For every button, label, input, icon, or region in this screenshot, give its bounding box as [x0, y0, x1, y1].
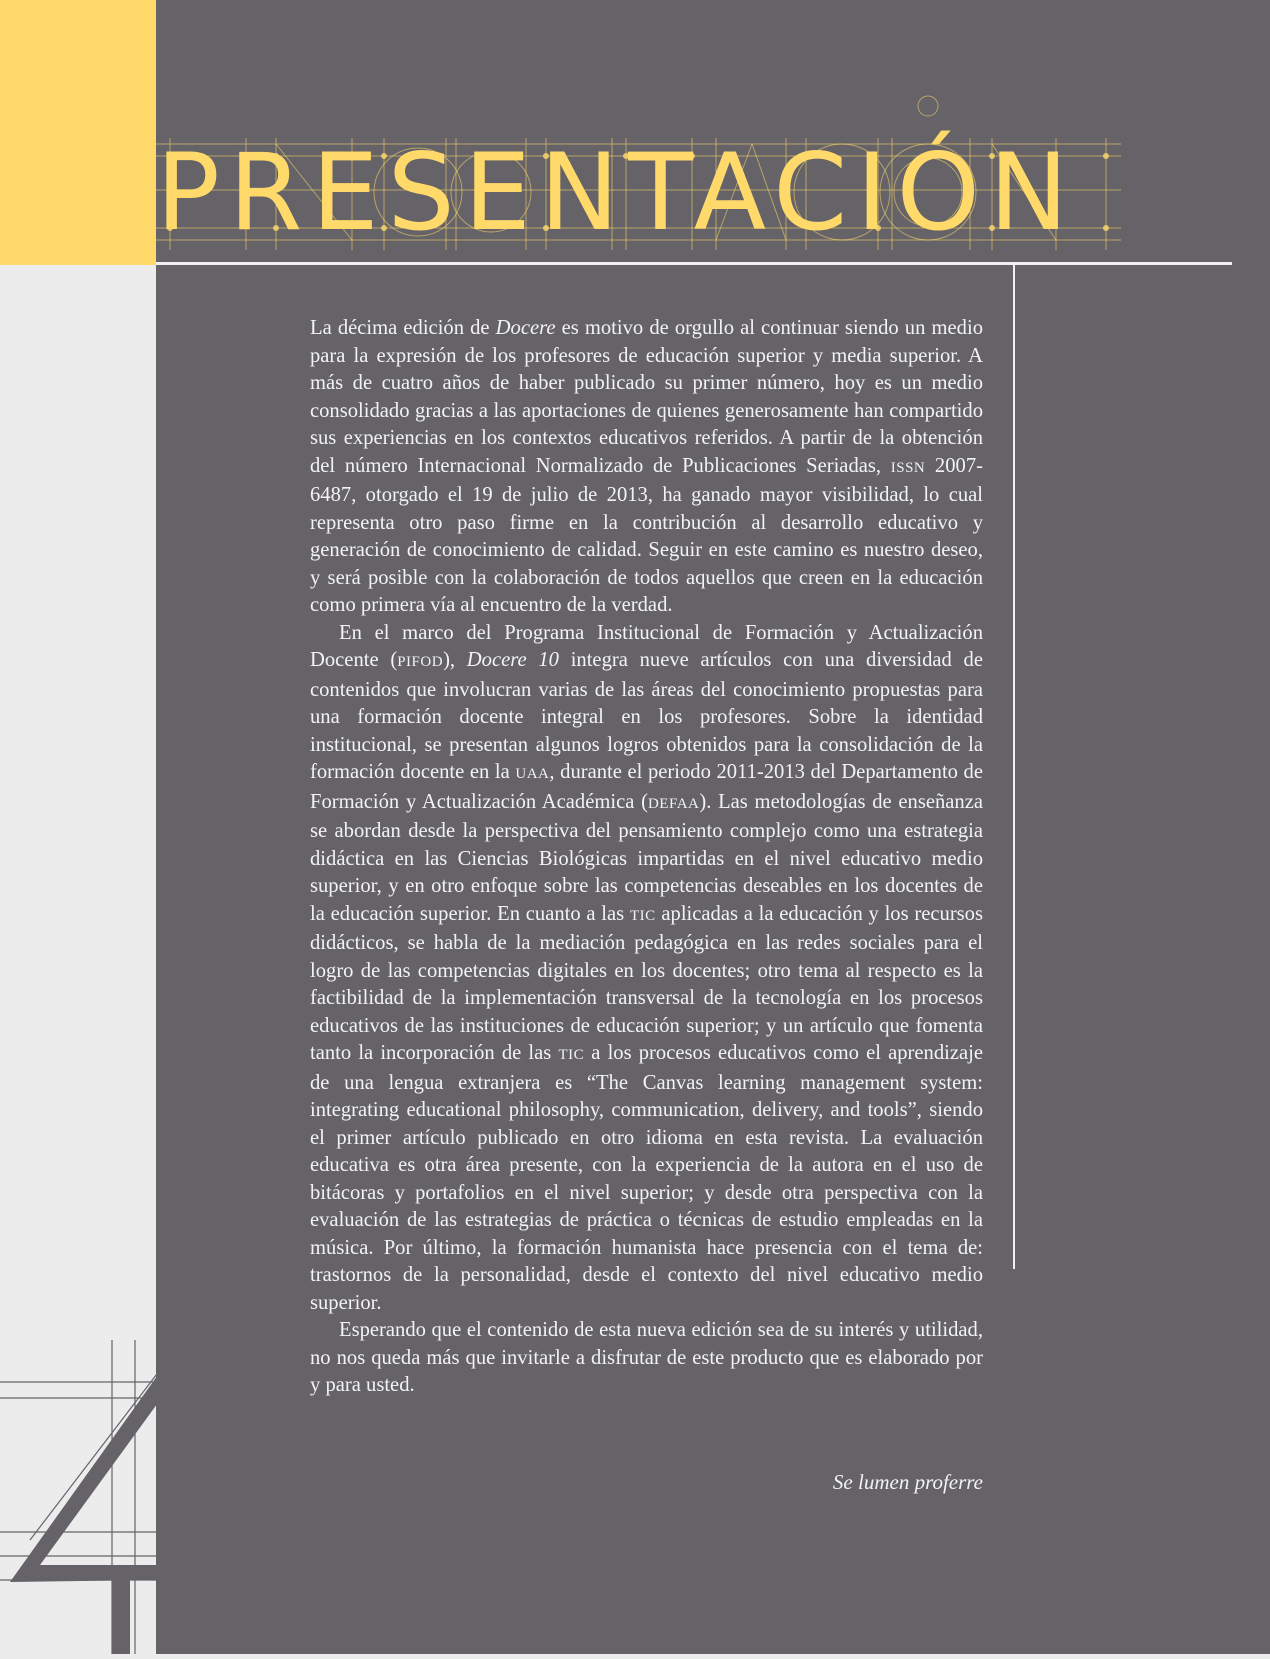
page-number-graphic: [0, 1330, 205, 1654]
paragraph-3: Esperando que el contenido de esta nueva edición sea de su interés y utilidad, no nos queda más que invitarle a disfrutar de este producto que es elaborado por y para usted.: [310, 1319, 983, 1396]
yellow-accent-block: [0, 0, 156, 265]
body-text: [310, 315, 983, 1400]
title-underline: [156, 262, 1232, 265]
closing-motto: Se lumen proferre: [832, 1470, 983, 1494]
page-number: [0, 1330, 205, 1654]
svg-text:4: 4: [200, 1522, 205, 1533]
paragraph-1: La décima edición de Docere es motivo de orgullo al continuar siendo un medio para la expresión de los profesores de educación superior y media superior. A más de cuatro años de haber publicado su primer número, hoy es un medio consolidado gracias a las aportaciones de quienes generosamente han compartido sus experiencias en los contextos educativos referidos. A partir de la obtención del número Internacional Normalizado de Publicaciones Seriadas, ISSN 2007-6487, otorgado el 19 de julio de 2013, ha ganado mayor visibilidad, lo cual representa otro paso firme en la contribución al desarrollo educativo y generación de conocimiento de calidad. Seguir en este camino es nuestro deseo, y será posible con la colaboración de todos aquellos que creen en la educación como primera vía al encuentro de la verdad.: [310, 317, 983, 616]
paragraph-2: En el marco del Programa Institucional de Formación y Actualización Docente (PIFOD), Docere 10 integra nueve artículos con una diversidad de contenidos que involucran varias de las áreas del conocimiento propuestas para una formación docente integral en los profesores. Sobre la identidad institucional, se presentan algunos logros obtenidos para la consolidación de la formación docente en la UAA, durante el periodo 2011-2013 del Departamento de Formación y Actualización Académica (DEFAA). Las metodologías de enseñanza se abordan desde la perspectiva del pensamiento complejo como una estrategia didáctica en las Ciencias Biológicas impartidas en el nivel educativo medio superior, y en otro enfoque sobre las competencias deseables en los docentes de la educación superior. En cuanto a las TIC aplicadas a la educación y los recursos didácticos, se habla de la mediación pedagógica en las redes sociales para el logro de las competencias digitales en los docentes; otro tema al respecto es la factibilidad de la implementación transversal de la tecnología en los procesos educativos de las instituciones de educación superior; y un artículo que fomenta tanto la incorporación de las TIC a los procesos educativos como el aprendizaje de una lengua extranjera es “The Canvas learning management system: integrating educational philosophy, communication, delivery, and tools”, siendo el primer artículo publicado en otro idioma en esta revista. La evaluación educativa es otra área presente, con la experiencia de la autora en el uso de bitácoras y portafolios en el nivel superior; y desde otra perspectiva con la evaluación de las estrategias de práctica o técnicas de estudio empleadas en la música. Por último, la formación humanista hace presencia con el tema de: trastornos de la personalidad, desde el contexto del nivel educativo medio superior.: [310, 621, 983, 1314]
page-title: PRESENTACIÓN: [156, 131, 1078, 254]
title-area: [156, 100, 1126, 260]
column-rule: [1013, 265, 1015, 1269]
